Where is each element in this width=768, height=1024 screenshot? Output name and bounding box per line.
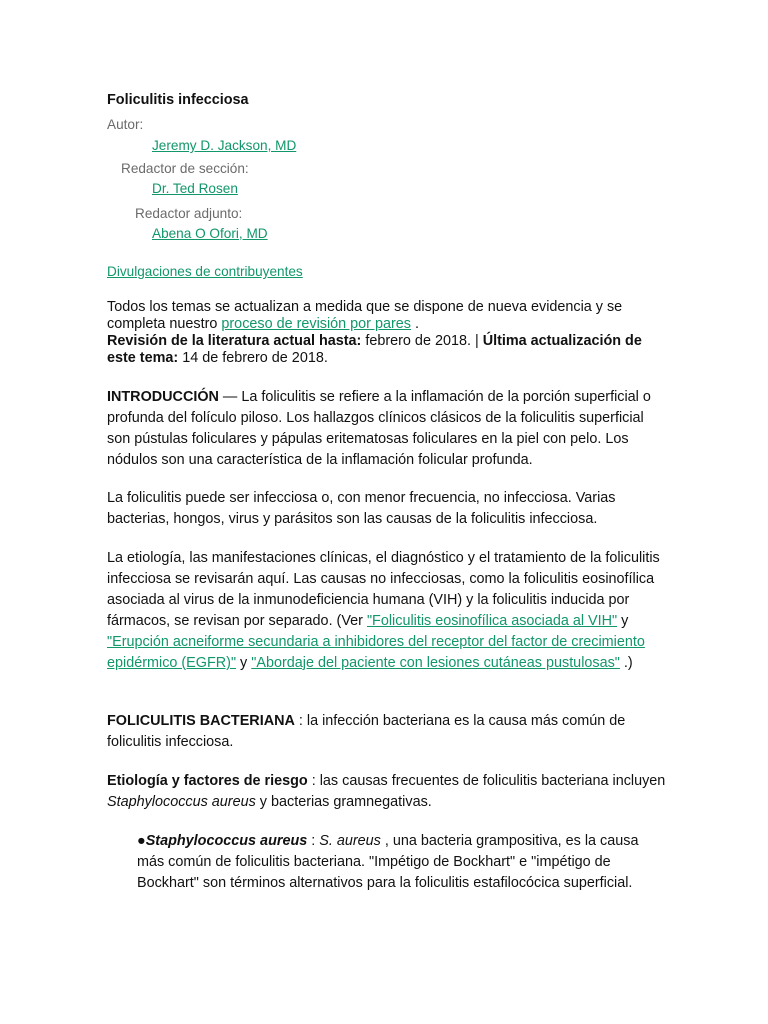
section-editor-link[interactable]: Dr. Ted Rosen — [152, 181, 238, 196]
bacterial-heading: FOLICULITIS BACTERIANA — [107, 713, 295, 729]
article-title: Foliculitis infecciosa — [107, 92, 249, 108]
hiv-folliculitis-link[interactable]: "Foliculitis eosinofílica asociada al VIH" — [366, 613, 618, 629]
last-update-label: Última actualización de este tema — [107, 333, 642, 366]
intro-heading: INTRODUCCIÓN — [107, 389, 219, 405]
author-link[interactable]: Jeremy D. Jackson, MD — [152, 138, 297, 153]
review-label: Revisión de la literatura actual hasta — [107, 333, 357, 349]
etiology-heading: Etiología y factores de riesgo — [107, 773, 308, 789]
bullet-marker: ● — [137, 833, 146, 849]
peer-review-link[interactable]: proceso de revisión por pares — [221, 316, 411, 332]
bullet-heading: Staphylococcus aureus — [145, 833, 308, 849]
deputy-editor-link[interactable]: Abena O Ofori, MD — [152, 226, 268, 241]
intro-text: La foliculitis se refiere a la inflamación de la porción superficial o profunda del folículo piloso. Los hallazgos clínicos clásicos de la foliculitis superficial son pústulas foliculares y pápulas eritematosas foliculares en la piel con pelo. Los nódulos son una característica de la inflamación folicular profunda. — [107, 389, 651, 468]
egfr-eruption-link[interactable]: "Erupción acneiforme secundaria a inhibidores del receptor del factor de crecimiento epidérmico (EGFR)" — [107, 634, 645, 671]
etiology-paragraph: Etiología y factores de riesgo : las causas frecuentes de foliculitis bacteriana incluyen Staphylococcus aureus y bacterias gramnegativas. — [107, 773, 666, 810]
section-editor-label: Redactor de sección: — [121, 161, 249, 176]
author-label: Autor: — [107, 117, 144, 132]
intro-paragraph-3: La etiología, las manifestaciones clínicas, el diagnóstico y el tratamiento de la foliculitis infecciosa se revisarán aquí. Las causas no infecciosas, como la foliculitis eosinofílica asociada al virus de la inmunodeficiencia humana (VIH) y la foliculitis inducida por fármacos, se revisan por separado. (Ver "Foliculitis eosinofílica asociada al VIH" y "Erupción acneiforme secundaria a inhibidores del receptor del factor de crecimiento epidérmico (EGFR)" y "Abordaje del paciente con lesiones cutáneas pustulosas" .) — [107, 550, 660, 671]
disclosures-link[interactable]: Divulgaciones de contribuyentes — [107, 264, 303, 279]
intro-paragraph: INTRODUCCIÓN — La foliculitis se refiere a la inflamación de la porción superficial o profunda del folículo piloso. Los hallazgos clínicos clásicos de la foliculitis superficial son pústulas foliculares y pápulas eritematosas foliculares en la piel con pelo. Los nódulos son una característica de la inflamación folicular profunda. — [107, 389, 651, 468]
review-date: febrero de 2018. | — [361, 333, 483, 349]
bullet-staph: ●Staphylococcus aureus : S. aureus , una bacteria grampositiva, es la causa más común de foliculitis bacteriana. "Impétigo de Bockhart" e "impétigo de Bockhart" son términos alternativos para la foliculitis estafilocócica superficial. — [137, 833, 639, 891]
bacterial-paragraph: FOLICULITIS BACTERIANA : la infección bacteriana es la causa más común de foliculitis infecciosa. — [107, 713, 626, 750]
last-update-date: 14 de febrero de 2018. — [178, 350, 328, 366]
pustular-lesions-link[interactable]: "Abordaje del paciente con lesiones cutáneas pustulosas" — [251, 655, 620, 671]
intro-paragraph-2: La foliculitis puede ser infecciosa o, con menor frecuencia, no infecciosa. Varias bacterias, hongos, virus y parásitos son las causas de la foliculitis infecciosa. — [107, 490, 616, 527]
update-text: Todos los temas se actualizan a medida que se dispone de nueva evidencia y se completa nuestro — [107, 299, 623, 332]
deputy-editor-label: Redactor adjunto: — [135, 206, 243, 221]
update-text-end: . — [414, 316, 419, 332]
update-notice: Todos los temas se actualizan a medida que se dispone de nueva evidencia y se completa nuestro proceso de revisión por pares . Revisión de la literatura actual hasta: febrero de 2018. | Última actualización de este tema: 14 de febrero de 2018. — [107, 299, 642, 366]
